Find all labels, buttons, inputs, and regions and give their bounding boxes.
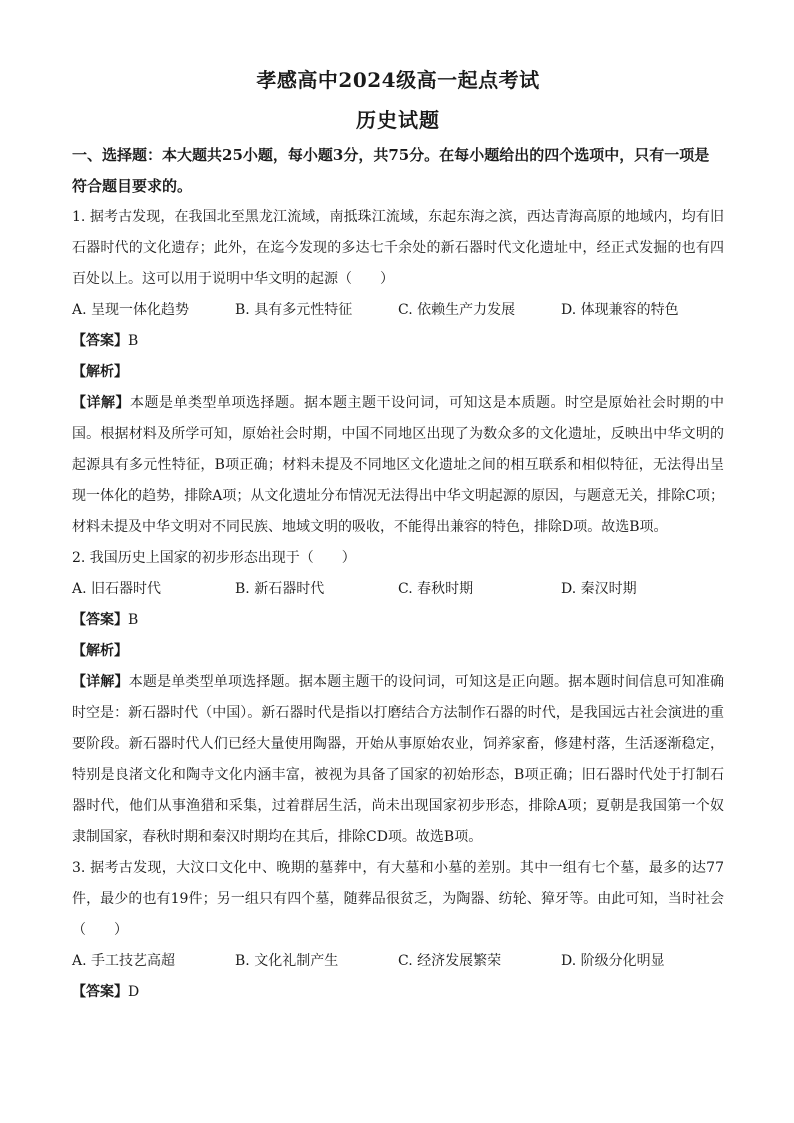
exam-title: 孝感高中2024级高一起点考试 [256,68,540,92]
question-1-answer [72,326,724,357]
section-heading: 一、选择题：本大题共25小题，每小题3分，共75分。在每小题给出的四个选项中，只有一项是符合题目要求的。 [72,146,710,195]
option-a: A. 手工技艺高超 [72,953,176,969]
answer-value: B [128,612,139,628]
option-d: D. 体现兼容的特色 [561,302,679,318]
option-d: D. 秦汉时期 [561,581,637,597]
option-c: C. 依赖生产力发展 [398,302,516,318]
question-3-answer [72,977,724,1008]
detail-label: 【详解】 [72,674,129,690]
document-page [72,66,724,1008]
question-2-detail [72,667,724,853]
option-a: A. 旧石器时代 [72,581,162,597]
question-2-stem: 2. 我国历史上国家的初步形态出现于（ ） [72,550,356,566]
question-1-analysis-label: 【解析】 [72,364,128,380]
question-3-options [72,946,724,977]
question-2-answer [72,605,724,636]
option-c: C. 春秋时期 [398,581,474,597]
question-3-stem: 3. 据考古发现，大汶口文化中、晚期的墓葬中，有大墓和小墓的差别。其中一组有七个墓，最多的达77件，最少的也有19件；另一组只有四个墓，随葬品很贫乏，为陶器、纺轮、獐牙等。由此可知，当时社会（ ） [72,860,724,938]
answer-label: 【答案】 [72,333,128,349]
option-a: A. 呈现一体化趋势 [72,302,190,318]
answer-value: B [128,333,139,349]
option-c: C. 经济发展繁荣 [398,953,502,969]
answer-label: 【答案】 [72,984,128,1000]
question-2-analysis-label: 【解析】 [72,643,128,659]
option-b: B. 具有多元性特征 [235,302,353,318]
answer-value: D [128,984,140,1000]
exam-subtitle: 历史试题 [356,108,440,132]
answer-label: 【答案】 [72,612,128,628]
option-d: D. 阶级分化明显 [561,953,665,969]
detail-text: 本题是单类型单项选择题。据本题主题干设问词，可知这是本质题。时空是原始社会时期的中国。根据材料及所学可知，原始社会时期，中国不同地区出现了为数众多的文化遗址，反映出中华文明的起源具有多元性特征，B项正确；材料未提及不同地区文化遗址之间的相互联系和相似特征，无法得出呈现一体化的趋势，排除A项；从文化遗址分布情况无法得出中华文明起源的原因，与题意无关，排除C项；材料未提及中华文明对不同民族、地域文明的吸收，不能得出兼容的特色，排除D项。故选B项。 [72,395,724,535]
option-b: B. 新石器时代 [235,581,325,597]
question-2-options [72,574,724,605]
question-1-detail [72,388,724,543]
detail-label: 【详解】 [72,395,130,411]
question-1-stem: 1. 据考古发现，在我国北至黑龙江流域，南抵珠江流域，东起东海之滨，西达青海高原的地域内，均有旧石器时代的文化遗存；此外，在迄今发现的多达七千余处的新石器时代文化遗址中，经正式发掘的也有四百处以上。这可以用于说明中华文明的起源（ ） [72,209,724,287]
question-1-options [72,295,724,326]
option-b: B. 文化礼制产生 [235,953,339,969]
detail-text: 本题是单类型单项选择题。据本题主题干的设问词，可知这是正向题。据本题时间信息可知准确时空是：新石器时代（中国）。新石器时代是指以打磨结合方法制作石器的时代，是我国远古社会演进的重要阶段。新石器时代人们已经大量使用陶器，开始从事原始农业，饲养家畜，修建村落，生活逐渐稳定，特别是良渚文化和陶寺文化内涵丰富，被视为具备了国家的初始形态，B项正确；旧石器时代处于打制石器时代，他们从事渔猎和采集，过着群居生活，尚未出现国家初步形态，排除A项；夏朝是我国第一个奴隶制国家，春秋时期和秦汉时期均在其后，排除CD项。故选B项。 [72,674,725,845]
